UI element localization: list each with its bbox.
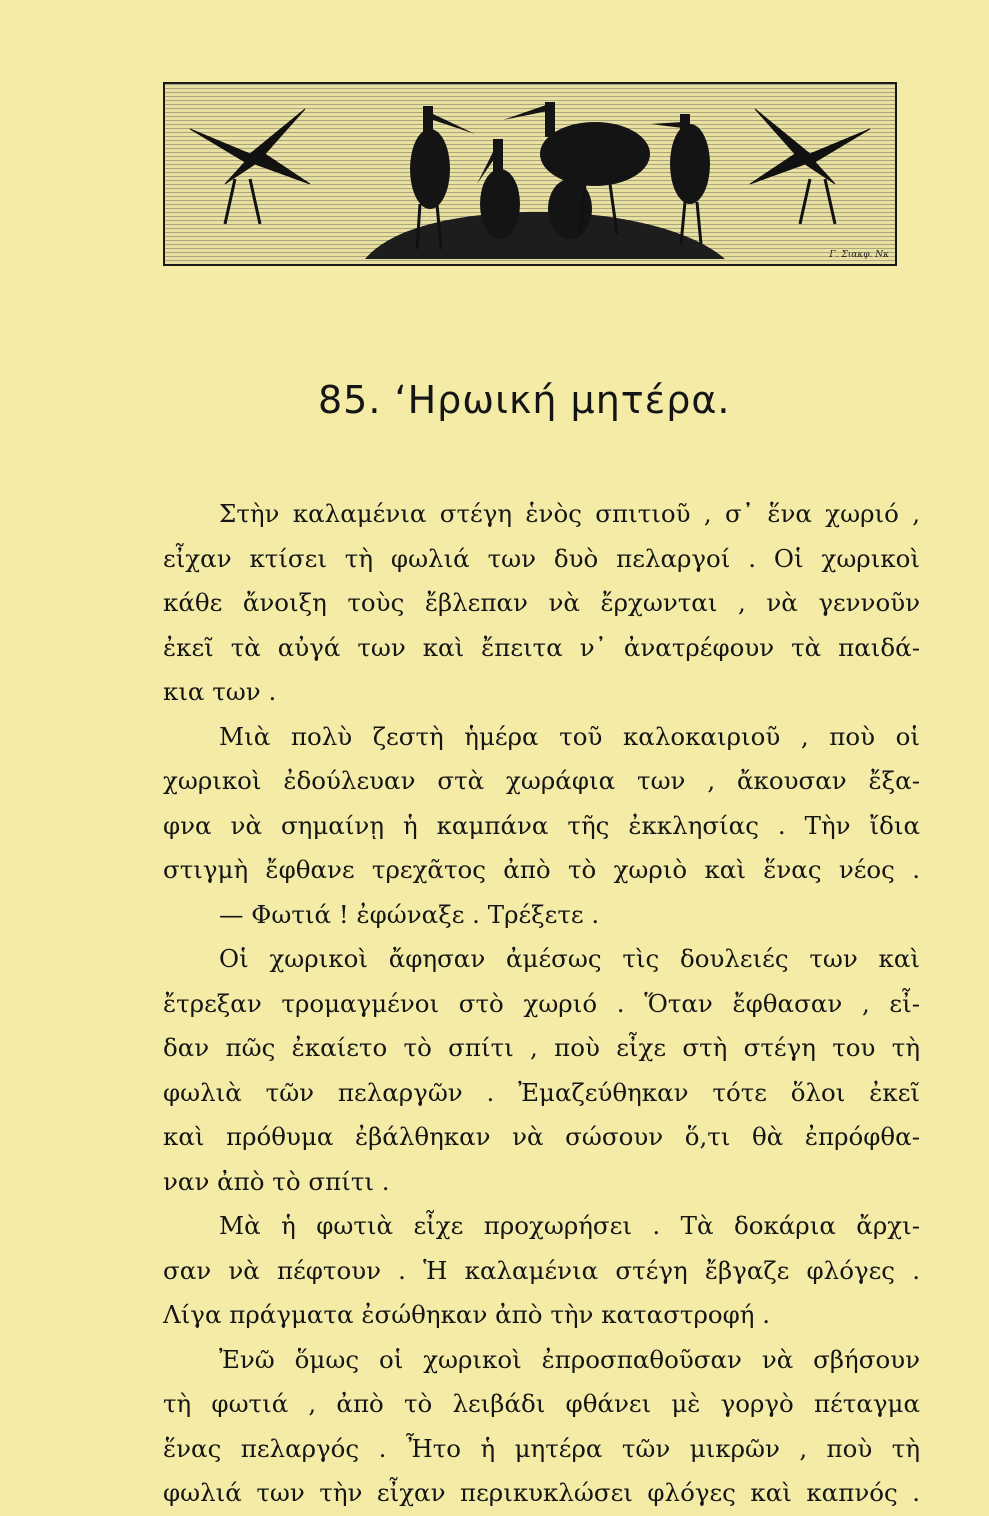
text-line: δαν πῶς ἐκαίετο τὸ σπίτι , ποὺ εἶχε στὴ στέγη του τὴ: [163, 1033, 920, 1062]
text-line: Οἱ χωρικοὶ ἄφησαν ἀμέσως τὶς δουλειές των καὶ: [219, 944, 920, 973]
text-line: ἕνας πελαργός . Ἦτο ἡ μητέρα τῶν μικρῶν , ποὺ τὴ: [163, 1433, 920, 1463]
paragraph-4: [163, 937, 920, 1204]
text-line: στιγμὴ ἔφθανε τρεχᾶτος ἀπὸ τὸ χωριὸ καὶ ἕνας νέος .: [163, 855, 920, 884]
paragraph-5: [163, 1204, 920, 1338]
text-line: — Φωτιά ! ἐφώναξε . Τρέξετε .: [219, 899, 600, 929]
text-line: φωλιά των τὴν εἶχαν περικυκλώσει φλόγες καὶ καπνός .: [163, 1478, 920, 1507]
text-line: ἔτρεξαν τρομαγμένοι στὸ χωριό . Ὅταν ἔφθασαν , εἶ-: [163, 988, 920, 1018]
text-line: Λίγα πράγματα ἐσώθηκαν ἀπὸ τὴν καταστροφή .: [163, 1300, 771, 1329]
text-line: φνα νὰ σημαίνῃ ἡ καμπάνα τῆς ἐκκλησίας . Τὴν ἴδια: [163, 810, 920, 840]
text-line: Μιὰ πολὺ ζεστὴ ἡμέρα τοῦ καλοκαιριοῦ , ποὺ οἱ: [219, 721, 920, 751]
text-line: ναν ἀπὸ τὸ σπίτι .: [163, 1166, 390, 1196]
text-line: Στὴν καλαμένια στέγη ἑνὸς σπιτιοῦ , σ᾿ ἕνα χωριό ,: [219, 499, 920, 528]
text-line: φωλιὰ τῶν πελαργῶν . Ἐμαζεύθηκαν τότε ὅλοι ἐκεῖ: [163, 1077, 920, 1107]
paragraph-1: [163, 492, 920, 715]
paragraph-3: [163, 893, 920, 938]
text-line: χωρικοὶ ἐδούλευαν στὰ χωράφια των , ἄκουσαν ἔξα-: [163, 766, 920, 795]
paragraph-2: [163, 715, 920, 893]
story-text: [163, 492, 920, 1516]
paragraph-6: [163, 1338, 920, 1516]
text-line: Ἐνῶ ὅμως οἱ χωρικοὶ ἐπροσπαθοῦσαν νὰ σβήσουν: [219, 1344, 920, 1374]
text-line: κάθε ἄνοιξη τοὺς ἔβλεπαν νὰ ἔρχωνται , νὰ γεννοῦν: [163, 588, 920, 617]
text-line: Μὰ ἡ φωτιὰ εἶχε προχωρήσει . Τὰ δοκάρια ἄρχι-: [219, 1211, 920, 1240]
artist-signature: Γ. Σιακφ. Νκ: [829, 250, 889, 260]
text-line: τὴ φωτιά , ἀπὸ τὸ λειβάδι φθάνει μὲ γοργὸ πέταγμα: [163, 1389, 920, 1418]
text-line: ἐκεῖ τὰ αὐγά των καὶ ἔπειτα ν᾿ ἀνατρέφουν τὰ παιδά-: [163, 632, 920, 662]
text-line: κια των .: [163, 677, 277, 706]
storks-illustration: [163, 82, 897, 266]
storks-drawing: [165, 84, 895, 264]
chapter-title: 85. ‘Ηρωική μητέρα.: [318, 378, 731, 422]
text-line: σαν νὰ πέφτουν . Ἡ καλαμένια στέγη ἔβγαζε φλόγες .: [163, 1255, 920, 1285]
text-line: εἶχαν κτίσει τὴ φωλιά των δυὸ πελαργοί . Οἱ χωρικοὶ: [163, 543, 920, 573]
text-line: καὶ πρόθυμα ἐβάλθηκαν νὰ σώσουν ὅ,τι θὰ ἐπρόφθα-: [163, 1122, 920, 1151]
